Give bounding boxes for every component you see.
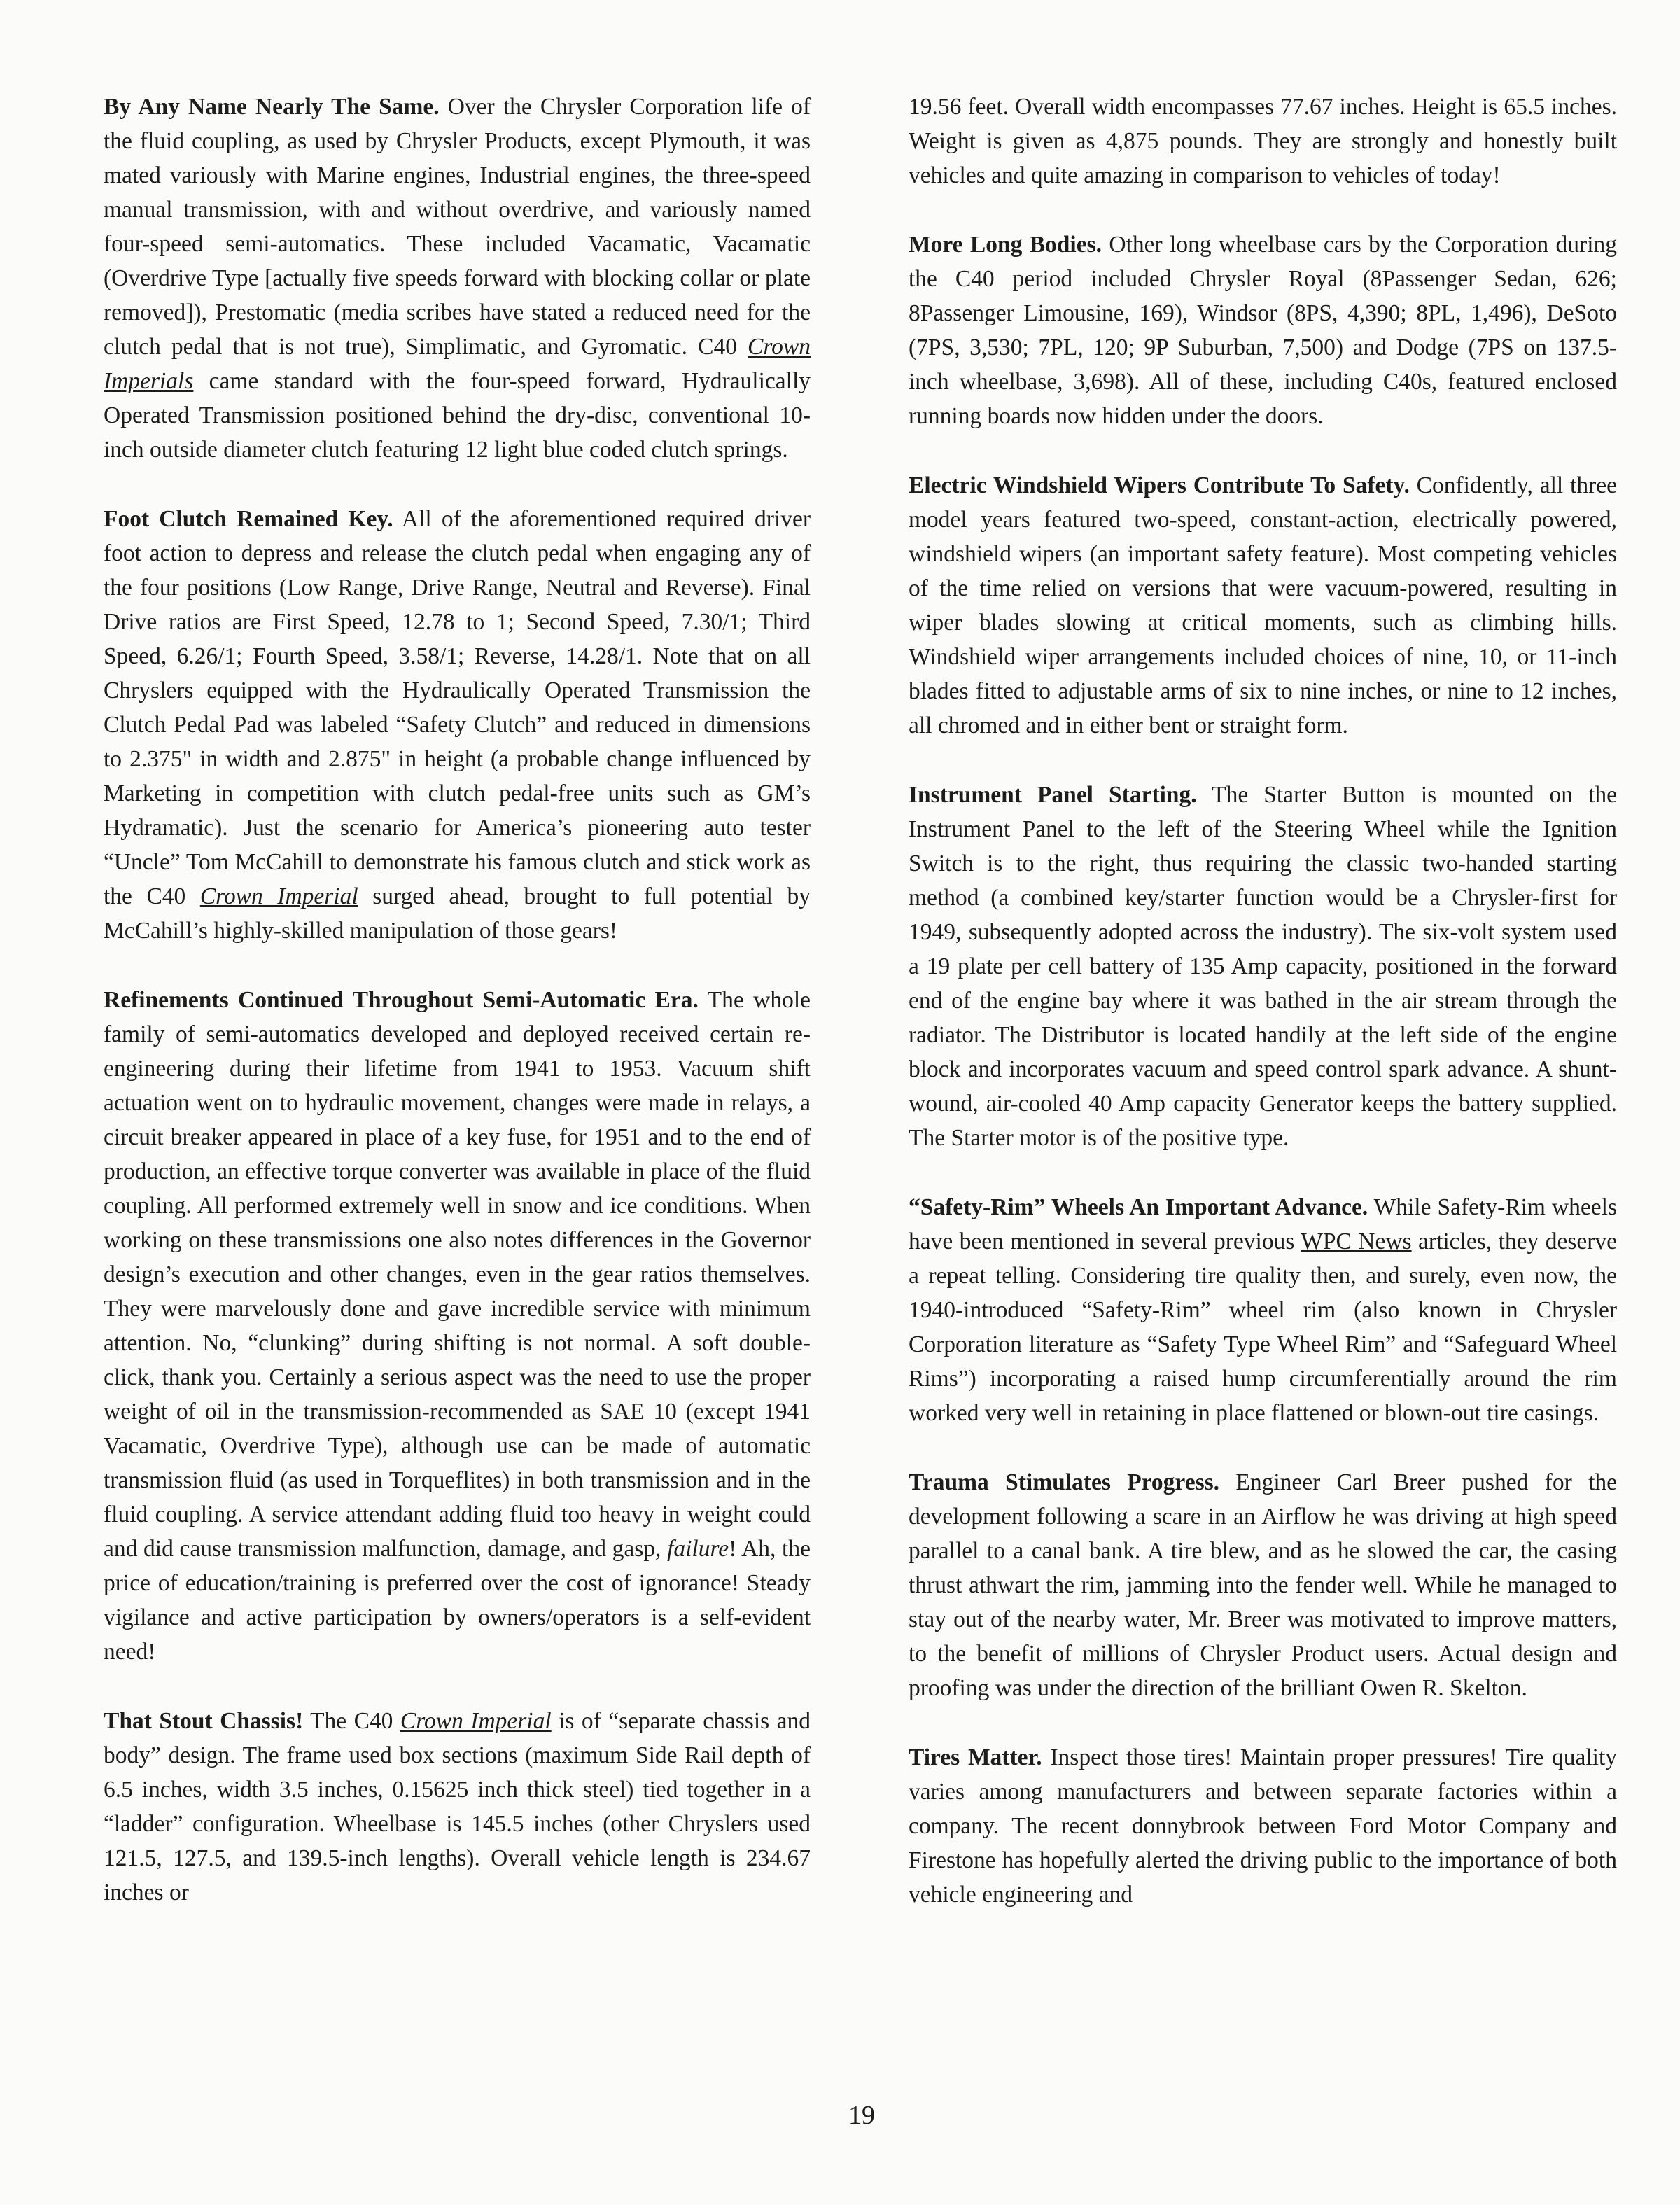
- paragraph-heading: Instrument Panel Starting.: [909, 782, 1197, 808]
- emphasis-text: failure: [667, 1536, 729, 1562]
- paragraph-text: Other long wheelbase cars by the Corporation during the C40 period included Chrysler Royal (8Passenger Sedan, 626; 8Passenger Limousine, 169), Windsor (8PS, 4,390; 8PL, 1,496), DeSoto (7PS, 3,530; 7PL, 120; 9P Suburban, 7,500) and Dodge (7PS on 137.5-inch wheelbase, 3,698). All of these, including C40s, featured enclosed running boards now hidden under the doors.: [909, 232, 1617, 429]
- publication-title: Crown Imperial: [200, 883, 358, 909]
- paragraph-text: 19.56 feet. Overall width encompasses 77.67 inches. Height is 65.5 inches. Weight is given as 4,875 pounds. They are strongly and honestly built vehicles and quite amazing in comparison to vehicles of today!: [909, 94, 1617, 188]
- paragraph-text: Confidently, all three model years featured two-speed, constant-action, electrically powered, windshield wipers (an important safety feature). Most competing vehicles of the time relied on versions that were vacuum-powered, resulting in wiper blades slowing at critical moments, such as climbing hills. Windshield wiper arrangements included choices of nine, 10, or 11-inch blades fitted to adjustable arms of six to nine inches, or nine to 12 inches, all chromed and in either bent or straight form.: [909, 472, 1617, 738]
- paragraph-text: is of “separate chassis and body” design. The frame used box sections (maximum Side Rail depth of 6.5 inches, width 3.5 inches, 0.15625 inch thick steel) tied together in a “ladder” configuration. Wheelbase is 145.5 inches (other Chryslers used 121.5, 127.5, and 139.5-inch lengths). Overall vehicle length is 234.67 inches or: [104, 1708, 811, 1905]
- article-paragraph: [909, 1465, 1617, 1705]
- paragraph-heading: “Safety-Rim” Wheels An Important Advance.: [909, 1194, 1368, 1220]
- article-paragraph: [909, 1740, 1617, 1912]
- paragraph-heading: More Long Bodies.: [909, 232, 1102, 258]
- right-column: [909, 90, 1617, 1947]
- paragraph-heading: Foot Clutch Remained Key.: [104, 506, 393, 532]
- paragraph-heading: Trauma Stimulates Progress.: [909, 1469, 1220, 1495]
- article-paragraph: [909, 468, 1617, 743]
- article-paragraph: [909, 90, 1617, 192]
- publication-title: Crown Imperial: [400, 1708, 552, 1734]
- article-paragraph: [104, 1704, 811, 1910]
- article-paragraph: [909, 778, 1617, 1155]
- paragraph-text: The Starter Button is mounted on the Instrument Panel to the left of the Steering Wheel while the Ignition Switch is to the right, thus requiring the classic two-handed starting method (a combined key/starter function would be a Chrysler-first for 1949, subsequently adopted across the industry). The six-volt system used a 19 plate per cell battery of 135 Amp capacity, positioned in the forward end of the engine bay where it was bathed in the air stream through the radiator. The Distributor is located handily at the left side of the engine block and incorporates vacuum and speed control spark advance. A shunt-wound, air-cooled 40 Amp capacity Generator keeps the battery supplied. The Starter motor is of the positive type.: [909, 782, 1617, 1151]
- publication-title: Crown Imperials: [104, 334, 811, 394]
- article-paragraph: [909, 227, 1617, 433]
- paragraph-heading: By Any Name Nearly The Same.: [104, 94, 440, 120]
- paragraph-heading: Tires Matter.: [909, 1744, 1042, 1770]
- paragraph-text: ! Ah, the price of education/training is preferred over the cost of ignorance! Steady vigilance and active participation by owners/operators is a self-evident need!: [104, 1536, 811, 1665]
- paragraph-text: The C40: [303, 1708, 400, 1734]
- paragraph-text: Engineer Carl Breer pushed for the development following a scare in an Airflow he was driving at high speed parallel to a canal bank. A tire blew, and as he slowed the car, the casing thrust athwart the rim, jamming into the fender well. While he managed to stay out of the nearby water, Mr. Breer was motivated to improve matters, to the benefit of millions of Chrysler Product users. Actual design and proofing was under the direction of the brilliant Owen R. Skelton.: [909, 1469, 1617, 1701]
- paragraph-text: Over the Chrysler Corporation life of the fluid coupling, as used by Chrysler Products, except Plymouth, it was mated variously with Marine engines, Industrial engines, the three-speed manual transmission, with and without overdrive, and variously named four-speed semi-automatics. These included Vacamatic, Vacamatic (Overdrive Type [actually five speeds forward with blocking collar or plate removed]), Prestomatic (media scribes have stated a reduced need for the clutch pedal that is not true), Simplimatic, and Gyromatic. C40: [104, 94, 811, 360]
- underlined-reference: WPC News: [1301, 1228, 1412, 1254]
- paragraph-heading: Electric Windshield Wipers Contribute To Safety.: [909, 472, 1410, 498]
- paragraph-heading: Refinements Continued Throughout Semi-Automatic Era.: [104, 987, 699, 1013]
- paragraph-text: articles, they deserve a repeat telling. Considering tire quality then, and surely, even now, the 1940-introduced “Safety-Rim” wheel rim (also known in Chrysler Corporation literature as “Safety Type Wheel Rim” and “Safeguard Wheel Rims”) incorporating a raised hump circumferentially around the rim worked very well in retaining in place flattened or blown-out tire casings.: [909, 1228, 1618, 1426]
- article-paragraph: [104, 90, 811, 467]
- paragraph-heading: That Stout Chassis!: [104, 1708, 304, 1734]
- left-column: [104, 90, 811, 1945]
- paragraph-text: came standard with the four-speed forward, Hydraulically Operated Transmission positioned behind the dry-disc, conventional 10-inch outside diameter clutch featuring 12 light blue coded clutch springs.: [104, 368, 811, 463]
- paragraph-text: All of the aforementioned required driver foot action to depress and release the clutch pedal when engaging any of the four positions (Low Range, Drive Range, Neutral and Reverse). Final Drive ratios are First Speed, 12.78 to 1; Second Speed, 7.30/1; Third Speed, 6.26/1; Fourth Speed, 3.58/1; Reverse, 14.28/1. Note that on all Chryslers equipped with the Hydraulically Operated Transmission the Clutch Pedal Pad was labeled “Safety Clutch” and reduced in dimensions to 2.375" in width and 2.875" in height (a probable change influenced by Marketing in competition with clutch pedal-free units such as GM’s Hydramatic). Just the scenario for America’s pioneering auto tester “Uncle” Tom McCahill to demonstrate his famous clutch and stick work as the C40: [104, 506, 811, 909]
- article-paragraph: [104, 502, 811, 948]
- article-paragraph: [909, 1190, 1617, 1430]
- page-number: 19: [848, 2101, 875, 2130]
- paragraph-text: surged ahead, brought to full potential by McCahill’s highly-skilled manipulation of those gears!: [104, 883, 811, 944]
- paragraph-text: While Safety-Rim wheels have been mentioned in several previous: [909, 1194, 1617, 1254]
- article-paragraph: [104, 983, 811, 1669]
- paragraph-text: Inspect those tires! Maintain proper pressures! Tire quality varies among manufacturers and between separate factories within a company. The recent donnybrook between Ford Motor Company and Firestone has hopefully alerted the driving public to the importance of both vehicle engineering and: [909, 1744, 1618, 1907]
- paragraph-text: The whole family of semi-automatics developed and deployed received certain re-engineering during their lifetime from 1941 to 1953. Vacuum shift actuation went on to hydraulic movement, changes were made in relays, a circuit breaker appeared in place of a key fuse, for 1951 and to the end of production, an effective torque converter was available in place of the fluid coupling. All performed extremely well in snow and ice conditions. When working on these transmissions one also notes differences in the Governor design’s execution and other changes, even in the gear ratios themselves. They were marvelously done and gave incredible service with minimum attention. No, “clunking” during shifting is not normal. A soft double-click, thank you. Certainly a serious aspect was the need to use the proper weight of oil in the transmission-recommended as SAE 10 (except 1941 Vacamatic, Overdrive Type), although use can be made of automatic transmission fluid (as used in Torqueflites) in both transmission and in the fluid coupling. A service attendant adding fluid too heavy in weight could and did cause transmission malfunction, damage, and gasp,: [104, 987, 811, 1562]
